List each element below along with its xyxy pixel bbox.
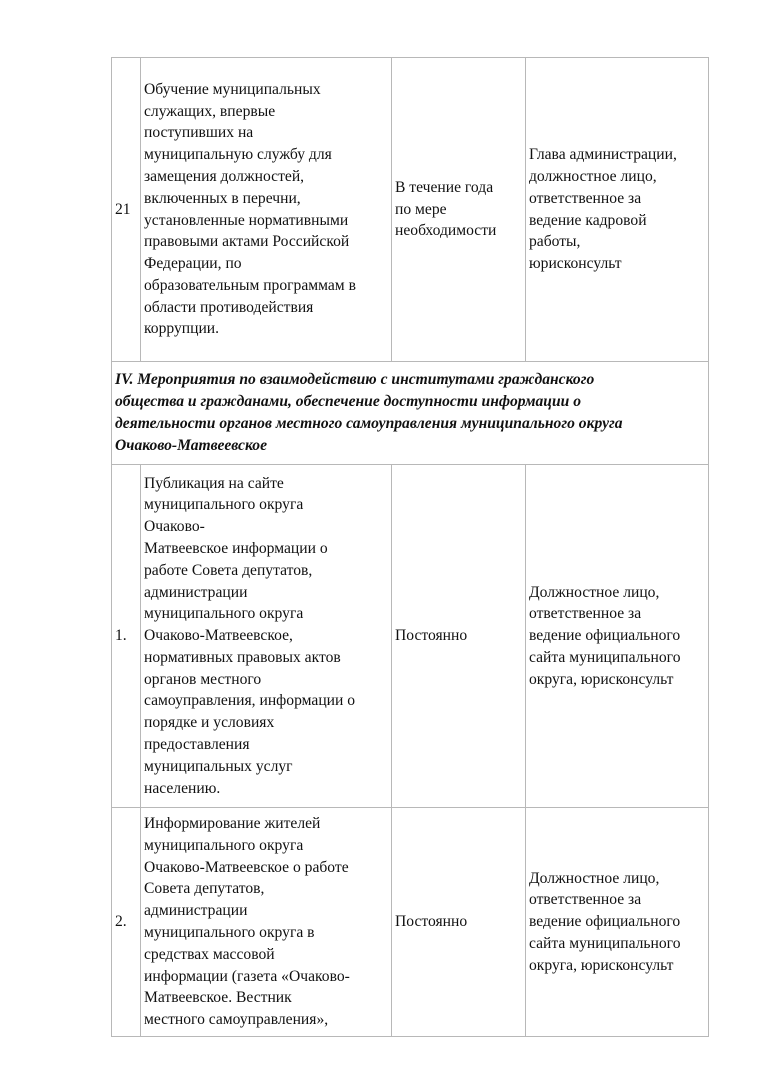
deadline-cell: Постоянно	[392, 808, 526, 1037]
responsible-cell: Глава администрации, должностное лицо, ответственное за ведение кадровой работы, юрисконсульт	[526, 58, 709, 362]
activity-cell: Информирование жителей муниципального округа Очаково-Матвеевское о работе Совета депутатов, администрации муниципального округа в средствах массовой информации (газета «Очаково- Матвеевское. Вестник местного самоуправления»,	[141, 808, 392, 1037]
table-row	[112, 465, 709, 808]
responsible-cell: Должностное лицо, ответственное за ведение официального сайта муниципального округа, юрисконсульт	[526, 465, 709, 808]
activity-cell: Обучение муниципальных служащих, впервые поступивших на муниципальную службу для замещения должностей, включенных в перечни, установленные нормативными правовыми актами Российской Федерации, по образовательным программам в области противодействия коррупции.	[141, 58, 392, 362]
table-row	[112, 58, 709, 362]
table-row	[112, 808, 709, 1037]
document-page	[111, 57, 708, 1037]
activity-cell: Публикация на сайте муниципального округа Очаково- Матвеевское информации о работе Совета депутатов, администрации муниципального округа Очаково-Матвеевское, нормативных правовых актов органов местного самоуправления, информации о порядке и условиях предоставления муниципальных услуг населению.	[141, 465, 392, 808]
anti-corruption-plan-table	[111, 57, 709, 1037]
row-number: 21	[112, 58, 141, 362]
section-heading: IV. Мероприятия по взаимодействию с институтами гражданского общества и гражданами, обеспечение доступности информации о деятельности органов местного самоуправления муниципального округа Очаково-Матвеевское	[112, 362, 709, 465]
responsible-cell: Должностное лицо, ответственное за ведение официального сайта муниципального округа, юрисконсульт	[526, 808, 709, 1037]
section-header-row	[112, 362, 709, 465]
deadline-cell: Постоянно	[392, 465, 526, 808]
row-number: 1.	[112, 465, 141, 808]
deadline-cell: В течение года по мере необходимости	[392, 58, 526, 362]
row-number: 2.	[112, 808, 141, 1037]
